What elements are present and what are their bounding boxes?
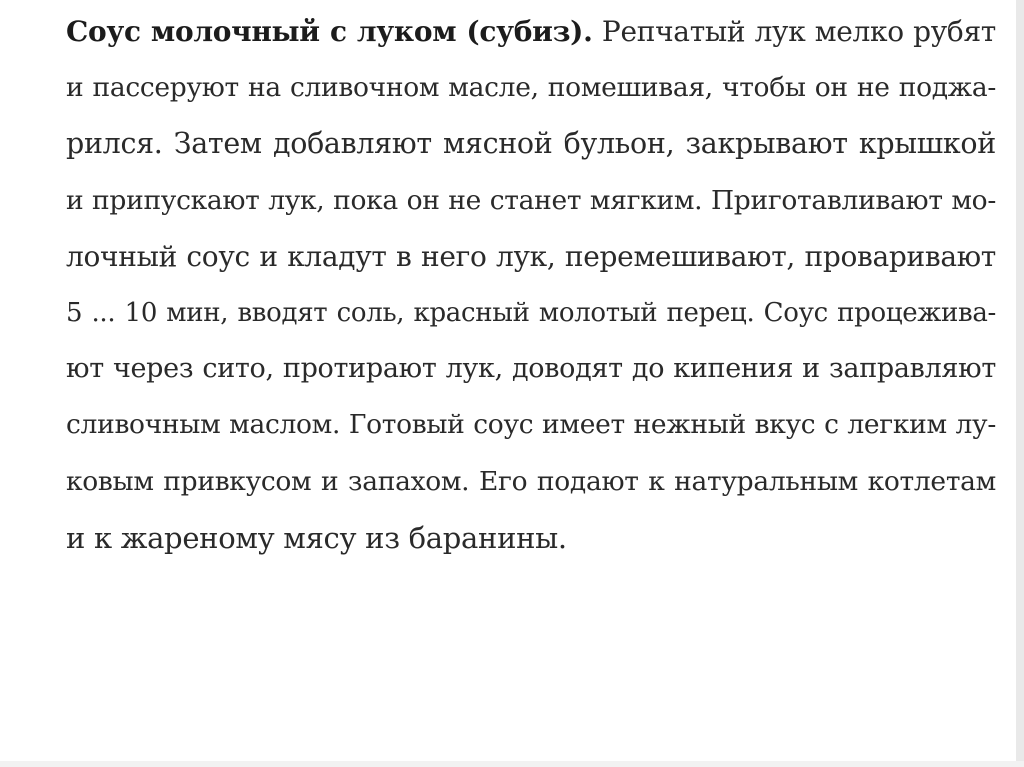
paragraph-line-6: 5 ... 10 мин, вводят соль, красный молотый перец. Соус процежива-: [66, 297, 996, 328]
paragraph-line-9: ковым привкусом и запахом. Его подают к натуральным котлетам: [66, 465, 996, 497]
recipe-paragraph: [66, 4, 996, 566]
recipe-title: Соус молочный с луком (субиз).: [66, 15, 593, 48]
paragraph-line-10: и к жареному мясу из баранины.: [66, 520, 567, 555]
paragraph-line-2: и пассеруют на сливочном масле, помешивая, чтобы он не поджа-: [66, 72, 996, 104]
paragraph-line-1: [66, 4, 996, 60]
paragraph-line-8: сливочным маслом. Готовый соус имеет нежный вкус с легким лу-: [66, 409, 996, 441]
paragraph-line-1-text: Репчатый лук мелко рубят: [592, 15, 996, 48]
paragraph-line-3: рился. Затем добавляют мясной бульон, закрывают крышкой: [66, 127, 996, 161]
paragraph-line-7: ют через сито, протирают лук, доводят до кипения и заправляют: [66, 353, 996, 385]
slide-bottom-edge: [0, 761, 1024, 767]
paragraph-line-5: лочный соус и кладут в него лук, перемешивают, проваривают: [66, 239, 996, 273]
paragraph-line-4: и припускают лук, пока он не станет мягким. Приготавливают мо-: [66, 184, 996, 216]
